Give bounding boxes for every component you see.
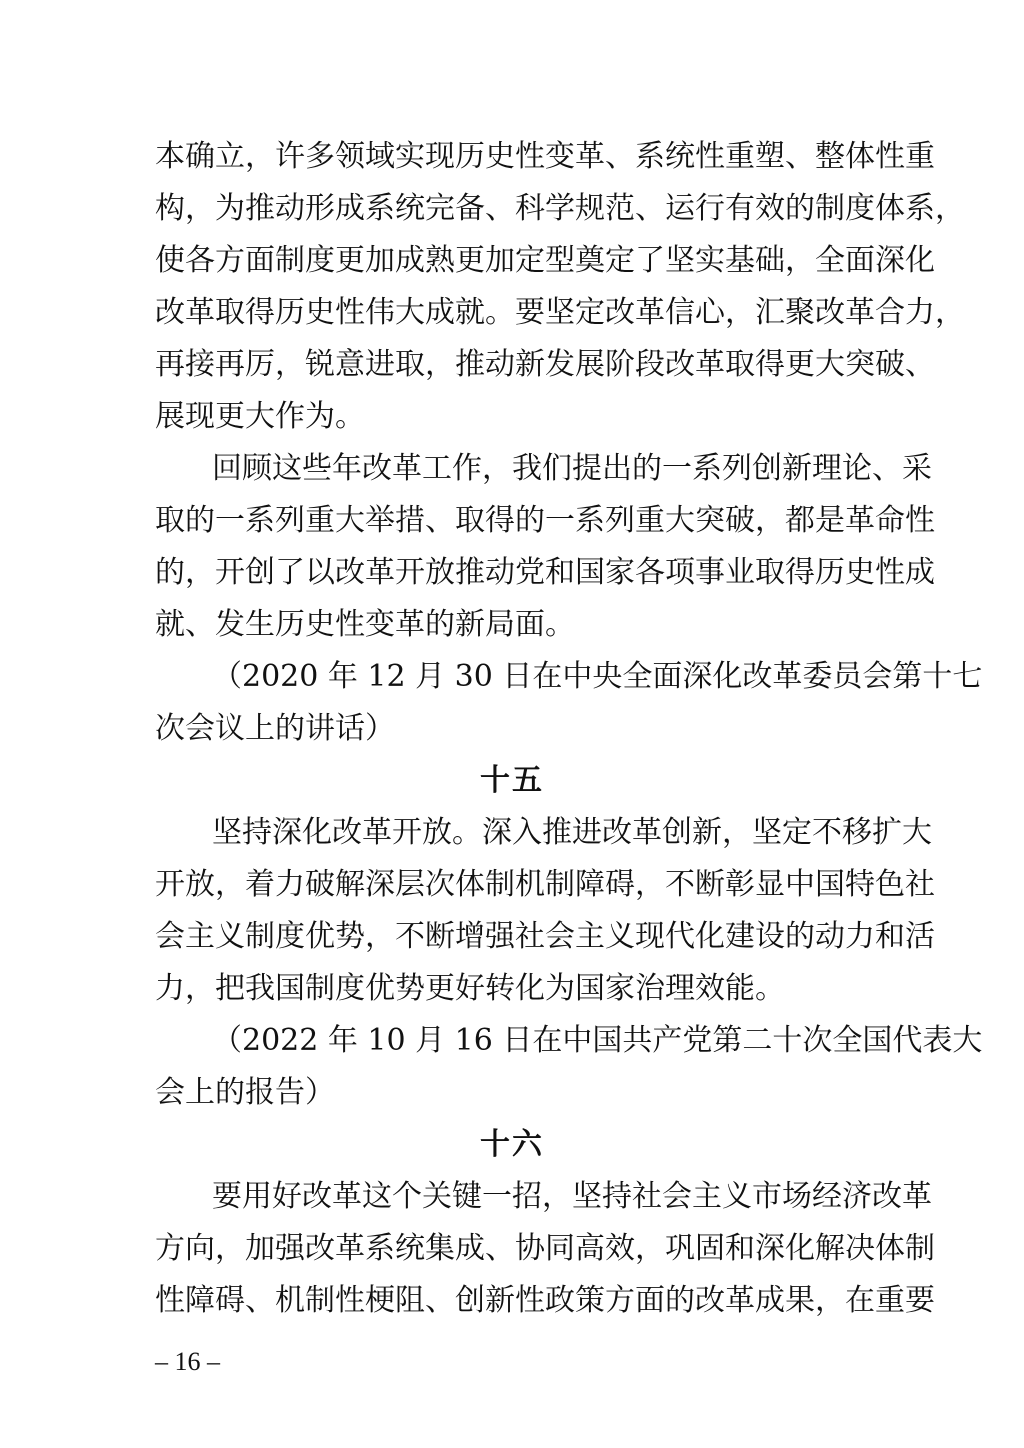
paragraph-first-line: 坚持深化改革开放。深入推进改革创新，坚定不移扩大 (212, 815, 932, 850)
source-citation: 会上的报告） (155, 1075, 335, 1110)
text-line: 使各方面制度更加成熟更加定型奠定了坚实基础，全面深化 (155, 243, 935, 278)
text-line: 展现更大作为。 (155, 399, 365, 434)
text-line: 本确立，许多领域实现历史性变革、系统性重塑、整体性重 (155, 139, 935, 174)
text-line: 会主义制度优势，不断增强社会主义现代化建设的动力和活 (155, 919, 935, 954)
paragraph-first-line: 要用好改革这个关键一招，坚持社会主义市场经济改革 (212, 1179, 932, 1214)
section-heading: 十六 (480, 1127, 544, 1162)
text-line: 的，开创了以改革开放推动党和国家各项事业取得历史性成 (155, 555, 935, 590)
source-citation: （2020 年 12 月 30 日在中央全面深化改革委员会第十七 (212, 659, 983, 694)
text-line: 取的一系列重大举措、取得的一系列重大突破，都是革命性 (155, 503, 935, 538)
text-line: 构，为推动形成系统完备、科学规范、运行有效的制度体系， (155, 191, 965, 226)
text-line: 方向，加强改革系统集成、协同高效，巩固和深化解决体制 (155, 1231, 935, 1266)
text-line: 就、发生历史性变革的新局面。 (155, 607, 575, 642)
paragraph-first-line: 回顾这些年改革工作，我们提出的一系列创新理论、采 (212, 451, 932, 486)
source-citation: （2022 年 10 月 16 日在中国共产党第二十次全国代表大 (212, 1023, 983, 1058)
source-citation: 次会议上的讲话） (155, 711, 395, 746)
text-line: 再接再厉，锐意进取，推动新发展阶段改革取得更大突破、 (155, 347, 935, 382)
text-line: 力，把我国制度优势更好转化为国家治理效能。 (155, 971, 785, 1006)
page-number: – 16 – (155, 1347, 220, 1376)
text-line: 性障碍、机制性梗阻、创新性政策方面的改革成果，在重要 (155, 1283, 935, 1318)
section-heading: 十五 (480, 763, 544, 798)
text-line: 开放，着力破解深层次体制机制障碍，不断彰显中国特色社 (155, 867, 935, 902)
text-line: 改革取得历史性伟大成就。要坚定改革信心，汇聚改革合力， (155, 295, 965, 330)
